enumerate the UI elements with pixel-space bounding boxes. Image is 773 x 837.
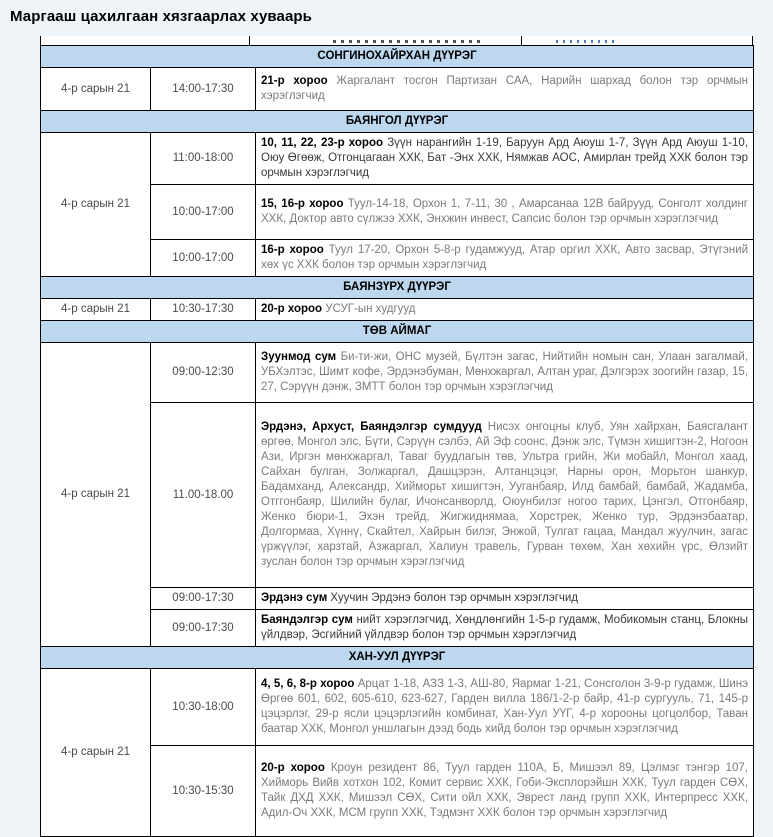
time-range: 10:30-18:00 <box>151 669 256 746</box>
area-lead-label: 10, 11, 22, 23-р хороо <box>261 137 384 149</box>
area-lead-label: 20-р хороо <box>261 303 323 315</box>
clipped-cell-divider <box>249 36 250 45</box>
clipped-table-row <box>40 36 753 45</box>
area-detail-text: Хуучин Эрдэнэ болон тэр орчмын хэрэглэгчид <box>327 592 579 604</box>
area-detail-text: Нисэх онгоцны клуб, Уян хайрхан, Баясгалант өргөө, Монгол элс, Бүти, Сэрүүн сэлбэ, Ай Эф соонс, Дэнж элс, Түмэн хишигтэн-2, Ногоон Ази, Иргэн мөнхжаргал, Таваг буудлагын төв, Ультра грийн, Жи мобайл, Монгол хаад, Сайхан булган, Золжаргал, Дашцэрэн, Алтанцэцэг, Нарны орон, Морьтон шанкур, Бадамханд, Александр, Хийморьт хишигтэн, Ууганбаяр, Илд бамбай, бамбай, Жадамба, Отггонбаяр, Шилийн булаг, Ичонсанворлд, Оюунбилэг ногоо тарих, Цэнгэл, Отгонбаяр, Женко бюри-1, Эхэн трейд, Жигжиднямаа, Хорстрек, Женко тур, Эрдэнэбаатар, Долгормаа, Хүннү, Скайтел, Хайрын билэг, Энжой, Тулгат гацаа, Мандал жуулчин, загас үржүүлэг, харзтай, Азжаргал, Халиун травель, Гурван төхөм, Хан хөхийн үрс, Өлзийт зуслан болон тэр орчмын хэрэглэгчид <box>261 421 749 568</box>
section-header: БАЯНЗҮРХ ДҮҮРЭГ <box>41 277 754 299</box>
affected-consumers-cell <box>256 610 754 647</box>
section-header: ТӨВ АЙМАГ <box>41 321 754 343</box>
time-range: 10:30-17:30 <box>151 299 256 321</box>
time-range: 14:00-17:30 <box>151 68 256 111</box>
area-detail-text: Туул-14-18, Орхон 1, 7-11, 30 , Амарсанаа 12В байрууд, Сонголт холдинг ХХК, Доктор авто сүлжээ ХХК, Энхжин инвест, Сапсис болон тэр орчмын хэрэглэгчид <box>261 198 749 225</box>
affected-consumers-cell <box>256 669 754 746</box>
time-range: 09:00-12:30 <box>151 343 256 403</box>
affected-consumers-cell <box>256 746 754 837</box>
area-lead-label: 16-р хороо <box>261 244 324 256</box>
date-cell: 4-р сарын 21 <box>41 68 151 111</box>
area-detail-text: Арцат 1-18, АЗЗ 1-3, АШ-80, Яармаг 1-21, Сонсголон 3-9-р гудамж, Шинэ Өргөө 601, 602, 605-610, 623-627, Гарден вилла 186/1-2-р байр, 41-р сургууль, 71, 145-р цэцэрлэг, 29-р ясли цэцэрлэгийн комбинат, Хан-Уул УҮГ, 4-р хорооны цогцолбор, Таван баатар ХХК, Монгол уншлагын дээд бодь хийд болон тэр орчмын хэрэглэгчид <box>261 678 749 735</box>
affected-consumers-cell <box>256 588 754 610</box>
area-detail-text: Туул 17-20, Орхон 5-8-р гудамжууд, Атар оргил ХХК, Авто засвар, Этүгэний хөх үс ХХК болон тэр орчмын хэрэглэгчид <box>261 244 748 271</box>
affected-consumers-cell <box>256 299 754 321</box>
time-range: 09:00-17:30 <box>151 588 256 610</box>
area-detail-text: Жаргалант тосгон Партизан САА, Нарийн шархад болон тэр орчмын хэрэглэгчид <box>261 75 748 102</box>
area-lead-label: 4, 5, 6, 8-р хороо <box>261 678 355 690</box>
time-range: 10:00-17:00 <box>151 240 256 277</box>
time-range: 10:00-17:00 <box>151 185 256 240</box>
area-lead-label: Эрдэнэ, Архуст, Баяндэлгэр сумдууд <box>261 421 482 433</box>
area-detail-text: нийт хэрэглэгчид, Хөндлөнгийн 1-5-р гудамж, Мобикомын станц, Блокны үйлдвэр, Эсгийний үйлдвэр болон тэр орчмын хэрэглэгчид <box>261 614 749 641</box>
affected-consumers-cell <box>256 133 754 185</box>
page-title: Маргааш цахилгаан хязгаарлах хуваарь <box>10 8 312 25</box>
time-range: 10:30-15:30 <box>151 746 256 837</box>
area-lead-label: Эрдэнэ сум <box>261 592 328 604</box>
clipped-text-fragment <box>556 40 614 43</box>
clipped-cell-divider <box>521 36 522 45</box>
area-detail-text: Кроун резидент 86, Туул гарден 110А, Б, Мишээл 89, Цэлмэг тэнгэр 107, Хийморь Вийв хотхон 102, Комит сервис ХХК, Гоби-Эксплорэйшн ХХК, Туул гарден СӨХ, Тайк ДХД ХХК, Мишээл СӨХ, Сити ойл ХХК, Эврест ланд групп ХХК, Интерпресс ХХК, Адил-Оч ХХК, МСМ групп ХХК, Тэдмэнт ХХК болон тэр орчмын хэрэглэгчид <box>261 762 749 819</box>
section-header: БАЯНГОЛ ДҮҮРЭГ <box>41 111 754 133</box>
section-header: ХАН-УУЛ ДҮҮРЭГ <box>41 647 754 669</box>
power-outage-schedule-table <box>40 45 754 837</box>
area-detail-text: УСУГ-ын худгууд <box>322 303 416 315</box>
area-lead-label: 15, 16-р хороо <box>261 198 344 210</box>
affected-consumers-cell <box>256 343 754 403</box>
area-lead-label: Зуунмод сум <box>261 351 337 363</box>
area-lead-label: 21-р хороо <box>261 75 328 87</box>
date-cell: 4-р сарын 21 <box>41 299 151 321</box>
time-range: 11:00-18:00 <box>151 133 256 185</box>
clipped-text-fragment <box>333 40 483 43</box>
time-range: 09:00-17:30 <box>151 610 256 647</box>
date-cell: 4-р сарын 21 <box>41 343 151 647</box>
area-detail-text: Зүүн нарангийн 1-19, Баруун Ард Аюуш 1-7, Зүүн Ард Аюуш 1-10, Оюу Өгөөж, Отгонцагаан ХХК, Бат -Энх ХХК, Нямжав АОС, Амирлан трейд ХХК болон тэр орчмын хэрэглэгчид <box>261 137 749 179</box>
area-detail-text: Би-ти-жи, ОНС музей, Бүлтэн загас, Нийтийн номын сан, Улаан загалмай, УБХэлтэс, Шимт кофе, Эрдэнэбуман, Мөнхжаргал, Алтан ураг, Дэлгэрэх зоогийн газар, 15, 27, Сэрүүн дэнж, ЗМТТ болон тэр орчмын хэрэглэгчид <box>261 351 749 393</box>
affected-consumers-cell <box>256 403 754 588</box>
area-lead-label: 20-р хороо <box>261 762 325 774</box>
area-lead-label: Баяндэлгэр сум <box>261 614 353 626</box>
affected-consumers-cell <box>256 185 754 240</box>
affected-consumers-cell <box>256 240 754 277</box>
date-cell: 4-р сарын 21 <box>41 133 151 277</box>
affected-consumers-cell <box>256 68 754 111</box>
time-range: 11.00-18.00 <box>151 403 256 588</box>
section-header: СОНГИНОХАЙРХАН ДҮҮРЭГ <box>41 46 754 68</box>
date-cell: 4-р сарын 21 <box>41 669 151 837</box>
